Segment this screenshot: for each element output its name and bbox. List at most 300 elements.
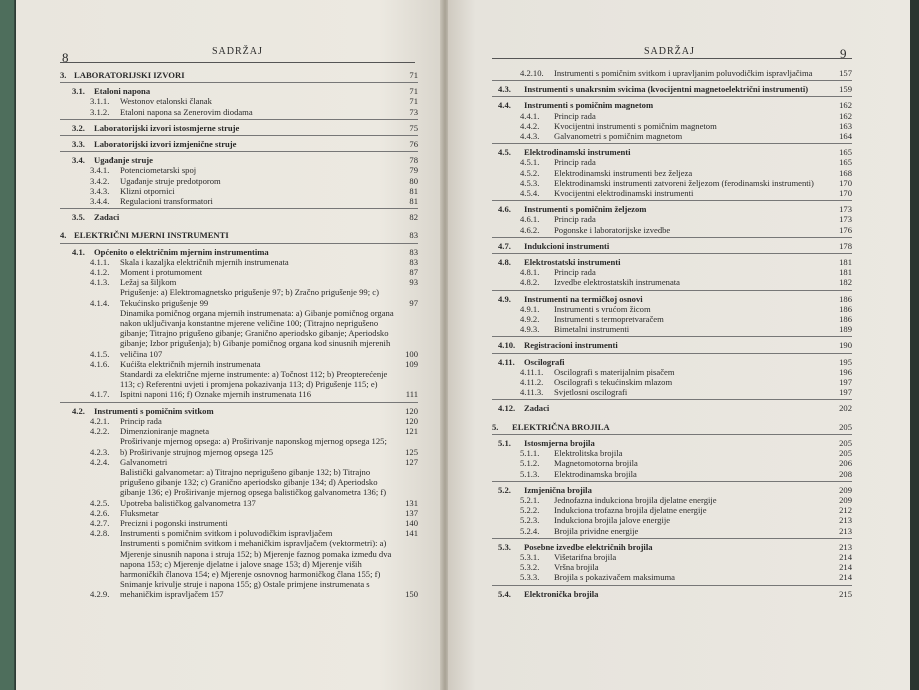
toc-entry-title: Dinamika pomičnog organa mjernih instrumenata: a) Gibanje pomičnog organa nakon uključivanja konstantne mjerene veličine 100; (Titrajno neprigušeno gibanje; Titrajno prigušeno gibanje; Granično aperiodsko gibanje; Aperiodsko gibanje; Izbor prigušenja); b) Gibanje pomičnog organa kod sinusnih mjerenih veličina 107 — [120, 307, 394, 359]
toc-entry — [492, 357, 852, 367]
toc-entry-number: 5.2. — [498, 484, 511, 495]
toc-entry — [60, 436, 418, 456]
toc-entry-page: 81 — [409, 185, 418, 196]
entry-divider — [492, 143, 852, 144]
toc-entry-title: Kvocijentni instrumenti s pomičnim magnetom — [554, 120, 717, 131]
toc-entry-number: 4.2.9. — [90, 589, 110, 600]
toc-entry-number: 4.9.2. — [520, 314, 540, 325]
toc-entry-number: 4.1.4. — [90, 297, 110, 308]
toc-entry-title: Prigušenje: a) Elektromagnetsko prigušenje 97; b) Zračno prigušenje 99; c) Tekućinsko prigušenje 99 — [120, 287, 379, 308]
toc-entry-number: 4.4.1. — [520, 110, 540, 121]
toc-entry-page: 82 — [409, 212, 418, 223]
toc-entry — [492, 157, 852, 167]
toc-entry — [492, 84, 852, 94]
toc-entry-number: 4.9.1. — [520, 303, 540, 314]
toc-entry-title: Galvanometri s pomičnim magnetom — [554, 131, 683, 142]
toc-entry-number: 3.1.2. — [90, 106, 110, 117]
toc-entry — [492, 225, 852, 235]
toc-entry-number: 4.6. — [498, 204, 511, 215]
toc-entry-title: Princip rada — [554, 157, 596, 168]
toc-entry-number: 4.4. — [498, 100, 511, 111]
entry-divider — [60, 243, 418, 244]
toc-entry — [60, 176, 418, 186]
toc-entry-title: Svjetlosni oscilografi — [554, 387, 628, 398]
toc-entry-number: 4.7. — [498, 240, 511, 251]
toc-entry-number: 5.1.1. — [520, 448, 540, 459]
toc-entry — [492, 241, 852, 251]
toc-entry-number: 3.2. — [72, 122, 85, 133]
toc-entry-page: 170 — [839, 188, 852, 199]
toc-entry-number: 3.1.1. — [90, 96, 110, 107]
toc-entry-number: 4.4.3. — [520, 131, 540, 142]
toc-entry — [492, 304, 852, 314]
toc-entry-page: 214 — [839, 562, 852, 573]
toc-entry-title: Elektrostatski instrumenti — [524, 257, 621, 268]
toc-entry — [60, 467, 418, 508]
entry-divider — [60, 151, 418, 152]
toc-entry — [492, 448, 852, 458]
entry-divider — [492, 434, 852, 435]
toc-entry-title: Proširivanje mjernog opsega: a) Proširivanje naponskog mjernog opsega 125; b) Proširivanje strujnog mjernog opsega 125 — [120, 436, 387, 457]
toc-entry-title: Westonov etalonski članak — [120, 96, 212, 107]
toc-entry-number: 3. — [60, 70, 67, 80]
toc-entry-page: 165 — [839, 157, 852, 168]
toc-entry-title: Balistički galvanometar: a) Titrajno neprigušeno gibanje 132; b) Titrajno prigušeno gibanje 132; c) Granično aperiodsko gibanje 134; d) Aperiodsko gibanje 136; e) Proširivanje mjernog opsega balističkog galvanometra 136; f) Upotreba balističkog galvanometra 137 — [120, 466, 387, 508]
toc-entry-page: 215 — [839, 588, 852, 599]
toc-entry-page: 83 — [409, 230, 418, 241]
header-rule — [60, 62, 415, 63]
toc-entry-number: 4.2.7. — [90, 517, 110, 528]
toc-entry-title: Posebne izvedbe električnih brojila — [524, 541, 653, 552]
toc-entry — [492, 324, 852, 334]
toc-entry-number: 4.2.3. — [90, 446, 110, 457]
toc-entry-number: 4.1. — [72, 246, 85, 257]
toc-entry — [60, 359, 418, 369]
toc-entry-number: 4.1.5. — [90, 348, 110, 359]
toc-entry — [60, 277, 418, 287]
toc-entry-title: Princip rada — [554, 267, 596, 278]
table-of-contents — [492, 68, 852, 599]
toc-entry-title: Fluksmetar — [120, 507, 159, 518]
toc-entry-number: 4.9. — [498, 293, 511, 304]
toc-entry-number: 5.3.1. — [520, 551, 540, 562]
toc-entry-number: 4.5.2. — [520, 167, 540, 178]
toc-entry-number: 5.1.2. — [520, 458, 540, 469]
toc-entry-title: Etaloni napona — [94, 86, 151, 97]
toc-entry — [492, 168, 852, 178]
toc-entry-number: 4.1.3. — [90, 277, 110, 288]
toc-entry — [60, 528, 418, 538]
toc-entry-page: 178 — [839, 240, 852, 251]
toc-entry-title: Zadaci — [524, 403, 550, 414]
toc-entry-page: 109 — [405, 358, 418, 369]
toc-entry-page: 83 — [409, 246, 418, 257]
toc-entry-number: 5.3.3. — [520, 572, 540, 583]
toc-entry — [60, 416, 418, 426]
right-page — [448, 0, 910, 690]
toc-entry — [60, 196, 418, 206]
toc-entry — [60, 257, 418, 267]
entry-divider — [492, 336, 852, 337]
toc-entry-page: 186 — [839, 303, 852, 314]
section-gap — [60, 222, 418, 230]
toc-entry-number: 4.9.3. — [520, 324, 540, 335]
toc-entry — [492, 257, 852, 267]
toc-entry-page: 93 — [409, 277, 418, 288]
toc-entry-title: Kućišta električnih mjernih instrumenata — [120, 358, 261, 369]
toc-entry-page: 168 — [839, 167, 852, 178]
toc-entry-page: 190 — [839, 340, 852, 351]
toc-entry — [492, 552, 852, 562]
toc-entry — [60, 369, 418, 400]
toc-entry-number: 5.3. — [498, 541, 511, 552]
toc-entry-page: 100 — [405, 348, 418, 359]
toc-entry-title: Oscilografi s materijalnim pisačem — [554, 366, 675, 377]
toc-entry-title: Klizni otpornici — [120, 185, 175, 196]
toc-entry-title: Brojila prividne energije — [554, 525, 639, 536]
toc-entry-title: Izmjenična brojila — [524, 484, 592, 495]
toc-entry-title: Općenito o električnim mjernim instrumentima — [94, 246, 269, 257]
toc-entry-title: Izvedbe elektrostatskih instrumenata — [554, 277, 680, 288]
toc-entry-page: 159 — [839, 84, 852, 95]
toc-entry-number: 4.4.2. — [520, 120, 540, 131]
toc-entry — [60, 230, 418, 240]
toc-entry-page: 150 — [405, 589, 418, 600]
toc-entry-page: 162 — [839, 110, 852, 121]
toc-entry-title: Višetarifna brojila — [554, 551, 617, 562]
entry-divider — [60, 402, 418, 403]
toc-entry-number: 4.10. — [498, 340, 516, 351]
toc-entry-page: 189 — [839, 324, 852, 335]
toc-entry — [492, 589, 852, 599]
toc-entry-title: Instrumenti s pomičnim svitkom i mehaničkim ispravljačem (vektormetri): a) Mjerenje sinusnih napona i struja 152; b) Mjerenje faznog pomaka između dva napona 153; c) Mjerenje djelatne i jalove snage 153; d) Mjerenje viših harmoničkih članova 154; e) Mjerenje osnovnog harmoničkog člana 155; f) Snimanje krivulje struje i napona 155; g) Ostale primjene instrumenata s mehaničkim ispravljačem 157 — [120, 538, 392, 600]
toc-entry-page: 186 — [839, 314, 852, 325]
entry-divider — [492, 353, 852, 354]
toc-entry — [60, 86, 418, 96]
toc-entry-title: Instrumenti s pomičnim svitkom i poluvodičkim ispravljačem — [120, 528, 333, 539]
toc-entry — [492, 505, 852, 515]
toc-entry-number: 5. — [492, 421, 499, 432]
toc-entry-number: 5.4. — [498, 588, 511, 599]
toc-entry — [492, 111, 852, 121]
toc-entry — [60, 123, 418, 133]
toc-entry-title: Precizni i pogonski instrumenti — [120, 517, 228, 528]
toc-entry — [492, 403, 852, 413]
toc-entry-number: 4.2.6. — [90, 507, 110, 518]
toc-entry-page: 79 — [409, 165, 418, 176]
entry-divider — [492, 200, 852, 201]
toc-entry — [60, 165, 418, 175]
toc-entry-page: 80 — [409, 175, 418, 186]
toc-entry-page: 71 — [409, 86, 418, 97]
entry-divider — [492, 399, 852, 400]
entry-divider — [60, 119, 418, 120]
toc-entry — [492, 340, 852, 350]
toc-entry — [60, 426, 418, 436]
toc-entry-title: Princip rada — [554, 110, 596, 121]
toc-entry — [60, 267, 418, 277]
toc-entry-number: 3.4.3. — [90, 185, 110, 196]
toc-entry-number: 4.2.4. — [90, 456, 110, 467]
toc-entry-page: 182 — [839, 277, 852, 288]
toc-entry-number: 4.1.6. — [90, 358, 110, 369]
toc-entry-title: Elektronička brojila — [524, 588, 599, 599]
toc-entry-title: Oscilografi — [524, 356, 565, 367]
toc-entry-page: 205 — [839, 437, 852, 448]
toc-entry-title: Instrumenti s pomičnim magnetom — [524, 100, 654, 111]
toc-entry-page: 120 — [405, 415, 418, 426]
toc-entry-number: 5.2.1. — [520, 494, 540, 505]
toc-entry-page: 75 — [409, 122, 418, 133]
toc-entry-number: 4.2.5. — [90, 497, 110, 508]
toc-entry-page: 163 — [839, 120, 852, 131]
entry-divider — [492, 290, 852, 291]
toc-entry-number: 5.2.2. — [520, 505, 540, 516]
toc-entry — [492, 469, 852, 479]
toc-entry-page: 214 — [839, 551, 852, 562]
toc-entry-title: Galvanometri — [120, 456, 168, 467]
toc-entry-title: Instrumenti s termopretvaračem — [554, 314, 664, 325]
toc-entry-number: 4.5.3. — [520, 177, 540, 188]
toc-entry — [60, 96, 418, 106]
toc-entry — [60, 70, 418, 80]
entry-divider — [492, 538, 852, 539]
toc-entry-title: Istosmjerna brojila — [524, 437, 595, 448]
toc-entry-page: 83 — [409, 256, 418, 267]
toc-entry — [492, 562, 852, 572]
toc-entry-number: 3.4.2. — [90, 175, 110, 186]
toc-entry — [60, 139, 418, 149]
toc-entry-page: 197 — [839, 387, 852, 398]
toc-entry — [492, 438, 852, 448]
toc-entry-title: Etaloni napona sa Zenerovim diodama — [120, 106, 253, 117]
header-rule — [492, 58, 852, 59]
toc-entry — [492, 458, 852, 468]
toc-entry-number: 5.1. — [498, 437, 511, 448]
toc-entry-page: 205 — [839, 448, 852, 459]
toc-entry — [60, 212, 418, 222]
toc-entry-number: 5.2.4. — [520, 525, 540, 536]
toc-entry-page: 78 — [409, 155, 418, 166]
left-page — [16, 0, 444, 690]
toc-entry-number: 4.2.10. — [520, 68, 544, 78]
toc-entry-number: 4.1.1. — [90, 256, 110, 267]
toc-entry — [60, 186, 418, 196]
entry-divider — [60, 208, 418, 209]
toc-entry-page: 186 — [839, 293, 852, 304]
toc-entry-page: 71 — [409, 96, 418, 107]
toc-entry-number: 4.2. — [72, 405, 85, 416]
toc-entry-page: 164 — [839, 131, 852, 142]
toc-entry-page: 140 — [405, 517, 418, 528]
page-number: 9 — [840, 46, 847, 61]
toc-entry-page: 202 — [839, 403, 852, 414]
toc-entry-page: 197 — [839, 377, 852, 388]
toc-entry-title: Elektrodinamski instrumenti zatvoreni željezom (ferodinamski instrumenti) — [554, 177, 814, 188]
toc-entry-page: 213 — [839, 515, 852, 526]
toc-entry — [492, 68, 852, 78]
toc-entry — [492, 267, 852, 277]
toc-entry-number: 5.3.2. — [520, 562, 540, 573]
toc-entry-title: Vršna brojila — [554, 562, 599, 573]
toc-entry-title: Indukciona trofazna brojila djelatne energije — [554, 505, 707, 516]
toc-entry-title: Laboratorijski izvori izmjenične struje — [94, 139, 237, 150]
toc-entry-title: Dimenzioniranje magneta — [120, 426, 210, 437]
toc-entry-number: 4.6.1. — [520, 214, 540, 225]
toc-entry — [60, 538, 418, 599]
toc-entry-number: 4.2.2. — [90, 426, 110, 437]
toc-entry-number: 4. — [60, 230, 67, 241]
toc-entry-page: 196 — [839, 366, 852, 377]
toc-entry-title: Instrumenti s pomičnim svitkom i upravljanim poluvodičkim ispravljačima — [554, 68, 813, 78]
toc-entry-number: 4.6.2. — [520, 224, 540, 235]
entry-divider — [492, 253, 852, 254]
entry-divider — [492, 80, 852, 81]
toc-entry-number: 4.12. — [498, 403, 516, 414]
toc-entry — [492, 542, 852, 552]
toc-entry-page: 206 — [839, 458, 852, 469]
toc-entry-title: Instrumenti s pomičnim željezom — [524, 204, 647, 215]
toc-entry — [492, 367, 852, 377]
toc-entry-page: 127 — [405, 456, 418, 467]
toc-entry-number: 5.2.3. — [520, 515, 540, 526]
toc-entry-page: 205 — [839, 421, 852, 432]
toc-entry-page: 162 — [839, 100, 852, 111]
toc-entry-number: 3.3. — [72, 139, 85, 150]
toc-entry — [492, 387, 852, 397]
toc-entry-page: 181 — [839, 267, 852, 278]
toc-entry-page: 87 — [409, 267, 418, 278]
toc-entry-page: 97 — [409, 297, 418, 308]
toc-entry-number: 3.1. — [72, 86, 85, 97]
toc-entry-title: Elektrodinamski instrumenti bez željeza — [554, 167, 693, 178]
toc-entry — [60, 107, 418, 117]
book-cover-edge — [0, 0, 14, 690]
toc-entry-number: 4.5.4. — [520, 188, 540, 199]
toc-entry-title: Princip rada — [120, 415, 162, 426]
toc-entry — [492, 572, 852, 582]
toc-entry — [492, 526, 852, 536]
toc-entry-page: 157 — [839, 68, 852, 78]
toc-entry — [492, 121, 852, 131]
toc-entry — [492, 485, 852, 495]
toc-entry-title: Elektrodinamski instrumenti — [524, 147, 631, 158]
toc-entry-title: Moment i protumoment — [120, 267, 203, 278]
toc-entry-page: 165 — [839, 147, 852, 158]
toc-entry-title: Ugađanje struje — [94, 155, 153, 166]
toc-entry-page: 181 — [839, 257, 852, 268]
toc-entry — [60, 287, 418, 307]
toc-entry-number: 4.11. — [498, 356, 515, 367]
toc-entry-number: 4.2.1. — [90, 415, 110, 426]
toc-entry-number: 3.4.4. — [90, 196, 110, 207]
page-number: 8 — [62, 50, 69, 65]
running-header: SADRŽAJ — [212, 46, 263, 57]
toc-entry-page: 173 — [839, 204, 852, 215]
toc-entry-title: Elektrodinamska brojila — [554, 468, 637, 479]
toc-entry-page: 212 — [839, 505, 852, 516]
toc-entry — [60, 406, 418, 416]
toc-entry-title: Instrumenti s vrućom žicom — [554, 303, 651, 314]
toc-entry-number: 4.8. — [498, 257, 511, 268]
toc-entry-title: Instrumenti s unakrsnim svicima (kvocijentni magnetoelektrični instrumenti) — [524, 84, 809, 95]
toc-entry — [492, 495, 852, 505]
toc-entry-page: 121 — [405, 426, 418, 437]
toc-entry-title: Oscilografi s tekućinskim mlazom — [554, 377, 673, 388]
toc-entry — [492, 515, 852, 525]
toc-entry-number: 4.2.8. — [90, 528, 110, 539]
toc-entry — [60, 508, 418, 518]
toc-entry-title: ELEKTRIČNI MJERNI INSTRUMENTI — [74, 230, 229, 241]
toc-entry-page: 76 — [409, 139, 418, 150]
entry-divider — [492, 585, 852, 586]
toc-entry-page: 195 — [839, 356, 852, 367]
toc-entry — [492, 294, 852, 304]
toc-entry-number: 3.4.1. — [90, 165, 110, 176]
toc-entry-page: 214 — [839, 572, 852, 583]
toc-entry-title: Standardi za električne mjerne instrumente: a) Točnost 112; b) Preopterećenje 113; c) Referentni uvjeti i promjena pokazivanja 113; d) Prigušenje 115; e) Ispitni naponi 116; f) Oznake mjernih instrumenata 116 — [120, 369, 388, 400]
toc-entry — [492, 188, 852, 198]
toc-entry — [492, 147, 852, 157]
toc-entry-number: 3.4. — [72, 155, 85, 166]
toc-entry-title: Instrumenti na termičkoj osnovi — [524, 293, 643, 304]
toc-entry-number: 4.5.1. — [520, 157, 540, 168]
toc-entry-title: Kvocijentni elektrodinamski instrumenti — [554, 188, 694, 199]
toc-entry — [492, 204, 852, 214]
toc-entry-title: Elektrolitska brojila — [554, 448, 623, 459]
toc-entry-title: Regulacioni transformatori — [120, 196, 213, 207]
toc-entry-title: LABORATORIJSKI IZVORI — [74, 70, 185, 80]
toc-entry-page: 120 — [405, 405, 418, 416]
entry-divider — [492, 481, 852, 482]
toc-entry-title: Zadaci — [94, 212, 120, 223]
toc-entry-number: 4.1.2. — [90, 267, 110, 278]
toc-entry-page: 170 — [839, 177, 852, 188]
section-gap — [492, 414, 852, 422]
toc-entry — [492, 277, 852, 287]
toc-entry — [492, 100, 852, 110]
toc-entry-number: 4.8.2. — [520, 277, 540, 288]
toc-entry-number: 4.11.2. — [520, 377, 544, 388]
toc-entry-page: 73 — [409, 106, 418, 117]
toc-entry — [492, 131, 852, 141]
toc-entry-title: Instrumenti s pomičnim svitkom — [94, 405, 214, 416]
entry-divider — [60, 82, 418, 83]
toc-entry-title: Ugađanje struje predotporom — [120, 175, 221, 186]
toc-entry-number: 4.11.3. — [520, 387, 544, 398]
toc-entry-number: 4.3. — [498, 84, 511, 95]
toc-entry-number: 5.1.3. — [520, 468, 540, 479]
toc-entry-number: 4.11.1. — [520, 366, 544, 377]
toc-entry — [492, 178, 852, 188]
toc-entry-page: 137 — [405, 507, 418, 518]
toc-entry-title: Indukciona brojila jalove energije — [554, 515, 671, 526]
toc-entry-page: 209 — [839, 484, 852, 495]
toc-entry-page: 71 — [409, 70, 418, 80]
toc-entry-page: 81 — [409, 196, 418, 207]
toc-entry-title: Registracioni instrumenti — [524, 340, 618, 351]
toc-entry-page: 213 — [839, 541, 852, 552]
entry-divider — [492, 96, 852, 97]
toc-entry-title: Jednofazna indukciona brojila djelatne energije — [554, 494, 717, 505]
entry-divider — [60, 135, 418, 136]
toc-entry-page: 111 — [405, 389, 418, 400]
toc-entry-title: Magnetomotorna brojila — [554, 458, 638, 469]
toc-entry-number: 4.1.7. — [90, 389, 110, 400]
toc-entry-number: 3.5. — [72, 212, 85, 223]
toc-entry — [60, 308, 418, 359]
toc-entry — [492, 314, 852, 324]
